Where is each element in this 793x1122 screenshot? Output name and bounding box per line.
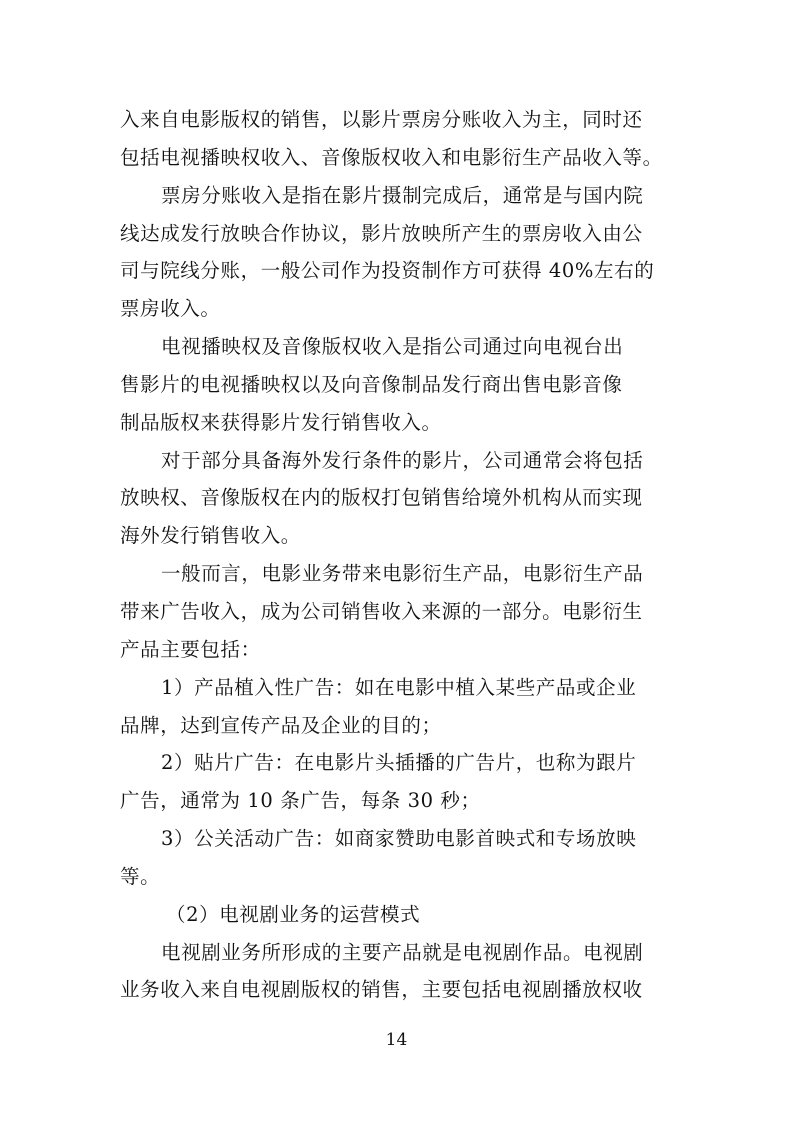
text-line: 业务收入来自电视剧版权的销售，主要包括电视剧播放权收 — [120, 978, 643, 1002]
text-line: 司与院线分账，一般公司作为投资制作方可获得 40%左右的 — [120, 259, 655, 283]
paragraph-first-line: 对于部分具备海外发行条件的影片，公司通常会将包括 — [161, 448, 644, 472]
text-line: 海外发行销售收入。 — [120, 524, 301, 548]
text-line: 售影片的电视播映权以及向音像制品发行商出售电影音像 — [120, 372, 623, 396]
text-line: 带来广告收入，成为公司销售收入来源的一部分。电影衍生 — [120, 599, 643, 623]
text-line: 广告，通常为 10 条广告，每条 30 秒； — [120, 789, 481, 813]
paragraph-first-line: 票房分账收入是指在影片摄制完成后，通常是与国内院 — [161, 183, 644, 207]
text-line: 制品版权来获得影片发行销售收入。 — [120, 410, 442, 434]
text-line: 放映权、音像版权在内的版权打包销售给境外机构从而实现 — [120, 486, 643, 510]
section-heading: （2）电视剧业务的运营模式 — [166, 902, 421, 926]
text-line: 品牌，达到宣传产品及企业的目的； — [120, 713, 442, 737]
page-number: 14 — [385, 1030, 408, 1050]
paragraph-first-line: 电视剧业务所形成的主要产品就是电视剧作品。电视剧 — [161, 940, 644, 964]
text-line: 票房收入。 — [120, 297, 221, 321]
document-body — [120, 101, 680, 1009]
paragraph-first-line: 一般而言，电影业务带来电影衍生产品，电影衍生产品 — [161, 562, 644, 586]
paragraph-first-line: 电视播映权及音像版权收入是指公司通过向电视台出 — [161, 335, 624, 359]
list-item-first-line: 1）产品植入性广告：如在电影中植入某些产品或企业 — [161, 675, 637, 699]
list-item-first-line: 2）贴片广告：在电影片头插播的广告片，也称为跟片 — [161, 751, 637, 775]
list-item-first-line: 3）公关活动广告：如商家赞助电影首映式和专场放映 — [161, 827, 637, 851]
text-line: 产品主要包括： — [120, 637, 261, 661]
text-line: 入来自电影版权的销售，以影片票房分账收入为主，同时还 — [120, 108, 643, 131]
text-line: 等。 — [120, 864, 161, 888]
text-line: 包括电视播映权收入、音像版权收入和电影衍生产品收入等。 — [120, 145, 663, 169]
text-line: 线达成发行放映合作协议，影片放映所产生的票房收入由公 — [120, 221, 643, 245]
